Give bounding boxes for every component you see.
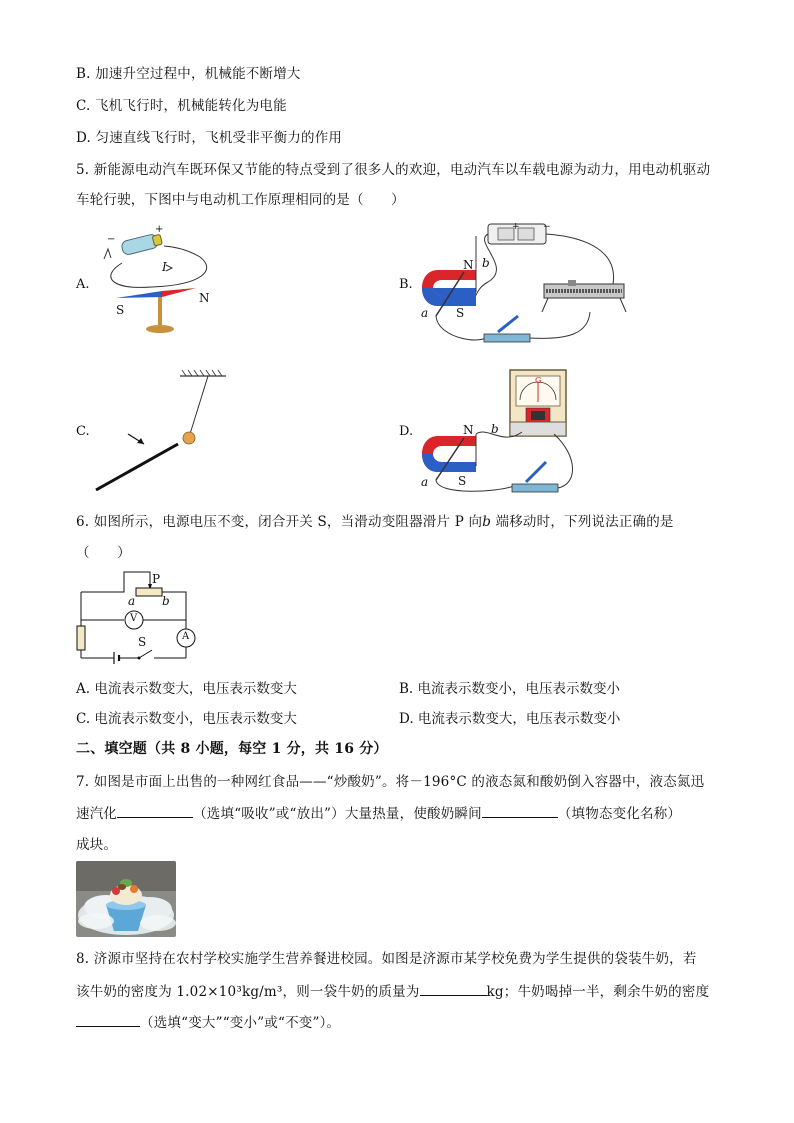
question-6-stem-line1 bbox=[76, 510, 674, 530]
q8-blank-1[interactable] bbox=[420, 983, 487, 996]
option-c-line: C. 飞机飞行时，机械能转化为电能 bbox=[76, 98, 287, 114]
q7-text-3: （填物态变化名称） bbox=[557, 806, 682, 822]
q6-ammeter-label: A bbox=[182, 631, 190, 642]
q7-text-2: （选填“吸收”或“放出”）大量热量，使酸奶瞬间 bbox=[193, 806, 482, 822]
fig-a-s-label: S bbox=[116, 303, 125, 317]
fig-b-s-label: S bbox=[456, 306, 465, 320]
q8-text-1: 该牛奶的密度为 1.02×10³kg/m³，则一袋牛奶的质量为 bbox=[76, 984, 420, 1000]
fig-b-b-label: b bbox=[482, 256, 490, 270]
figure-c-pendulum bbox=[92, 368, 262, 498]
section-2-heading: 二、填空题（共 8 小题，每空 1 分，共 16 分） bbox=[76, 741, 388, 757]
fig-a-plus-label: + bbox=[155, 224, 164, 235]
fig-d-a-label: a bbox=[421, 475, 429, 489]
q6-circuit-diagram bbox=[76, 568, 206, 668]
q6-stem-part2: 端移动时，下列说法正确的是 bbox=[491, 514, 674, 530]
q6-voltmeter-label: V bbox=[130, 613, 138, 624]
question-5-stem-line2: 车轮行驶，下图中与电动机工作原理相同的是（ ） bbox=[76, 192, 405, 208]
fig-d-g-label: G bbox=[535, 376, 542, 385]
question-6-stem-line2: （ ） bbox=[76, 545, 131, 561]
q7-blank-2[interactable] bbox=[482, 805, 558, 818]
fig-d-s-label: S bbox=[458, 474, 467, 488]
question-8-line3 bbox=[76, 1011, 340, 1031]
q6-end-a-label: a bbox=[128, 594, 136, 608]
q5-option-d-label: D. bbox=[399, 424, 414, 439]
question-7-line1: 7. 如图是市面上出售的一种网红食品——“炒酸奶”。将－196°C 的液态氮和酸奶倒入容器中，液态氮迅 bbox=[76, 774, 705, 790]
question-8-line1: 8. 济源市坚持在农村学校实施学生营养餐进校园。如图是济源市某学校免费为学生提供的袋装牛奶，若 bbox=[76, 951, 697, 967]
q7-text-1: 速汽化 bbox=[76, 806, 118, 822]
fig-b-a-label: a bbox=[421, 306, 429, 320]
fig-b-n-label: N bbox=[463, 258, 474, 272]
fig-d-n-label: N bbox=[463, 423, 474, 437]
q6-stem-part1: 6. 如图所示，电源电压不变，闭合开关 S，当滑动变阻器滑片 P 向 bbox=[76, 514, 483, 530]
q5-option-b-label: B. bbox=[399, 277, 413, 292]
option-b-line: B. 加速升空过程中，机械能不断增大 bbox=[76, 66, 301, 82]
question-7-line3: 成块。 bbox=[76, 837, 118, 853]
q6-slider-p-label: P bbox=[152, 572, 161, 586]
fig-a-current-label: I bbox=[162, 260, 167, 274]
question-5-stem-line1: 5. 新能源电动汽车既环保又节能的特点受到了很多人的欢迎，电动汽车以车载电源为动力，用电动机驱动 bbox=[76, 162, 711, 178]
q6-option-d: D. 电流表示数变大，电压表示数变小 bbox=[399, 711, 621, 727]
q8-text-2: kg；牛奶喝掉一半，剩余牛奶的密度 bbox=[486, 984, 710, 1000]
q6-end-b-label: b bbox=[162, 594, 170, 608]
figure-b-motor-circuit bbox=[418, 222, 638, 352]
question-8-line2 bbox=[76, 980, 709, 1000]
q7-blank-1[interactable] bbox=[117, 805, 193, 818]
figure-d-galvanometer-circuit bbox=[418, 366, 598, 496]
q6-stem-var: b bbox=[482, 514, 492, 530]
fig-d-b-label: b bbox=[491, 422, 499, 436]
fried-yogurt-photo bbox=[76, 861, 176, 937]
q6-option-a: A. 电流表示数变大，电压表示数变大 bbox=[76, 681, 297, 697]
q8-blank-2[interactable] bbox=[76, 1014, 140, 1027]
q5-option-a-label: A. bbox=[76, 277, 90, 292]
question-7-line2 bbox=[76, 802, 681, 822]
fig-a-n-label: N bbox=[199, 291, 210, 305]
fig-b-plus-label: + bbox=[512, 222, 520, 232]
q6-option-b: B. 电流表示数变小，电压表示数变小 bbox=[399, 681, 621, 697]
q8-text-3: （选填“变大”“变小”或“不变”）。 bbox=[140, 1015, 341, 1031]
option-d-line: D. 匀速直线飞行时，飞机受非平衡力的作用 bbox=[76, 130, 343, 146]
q6-switch-label: S bbox=[138, 635, 147, 649]
q5-option-c-label: C. bbox=[76, 424, 90, 439]
fig-a-minus-label: − bbox=[107, 234, 116, 245]
q6-option-c: C. 电流表示数变小，电压表示数变大 bbox=[76, 711, 297, 727]
fig-b-minus-label: − bbox=[543, 222, 551, 232]
